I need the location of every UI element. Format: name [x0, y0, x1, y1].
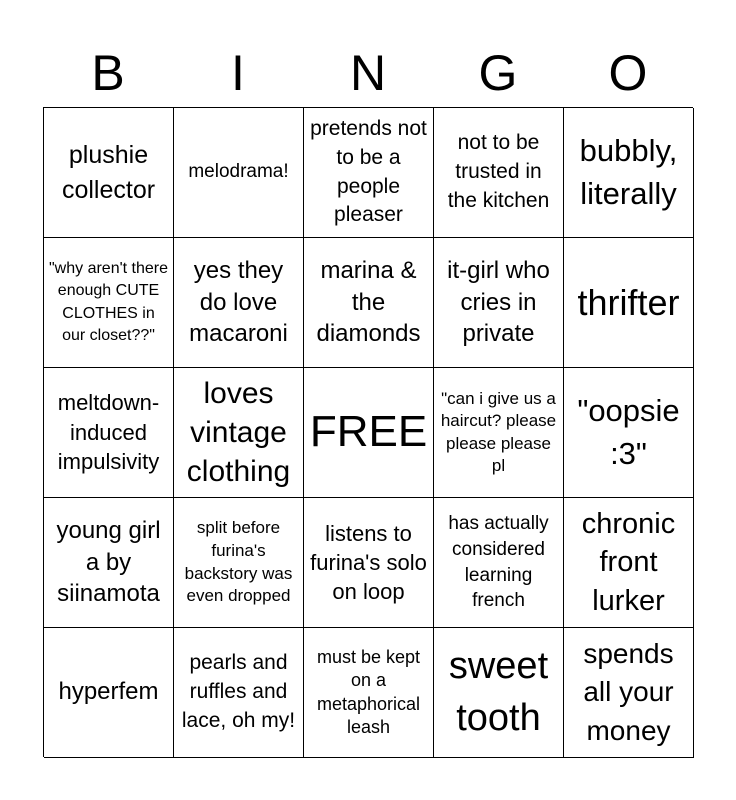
- bingo-cell[interactable]: [44, 238, 174, 368]
- bingo-cell[interactable]: [564, 368, 694, 498]
- bingo-cell[interactable]: [44, 368, 174, 498]
- bingo-cell-text: loves vintage clothing: [186, 377, 291, 488]
- header-letter-i: I: [231, 45, 245, 101]
- bingo-header: [43, 40, 693, 106]
- bingo-cell[interactable]: [564, 628, 694, 758]
- bingo-cell[interactable]: [434, 368, 564, 498]
- bingo-cell[interactable]: [44, 498, 174, 628]
- bingo-cell[interactable]: [304, 498, 434, 628]
- bingo-cell[interactable]: [174, 368, 304, 498]
- bingo-cell-text: FREE: [309, 407, 428, 457]
- bingo-cell[interactable]: [304, 108, 434, 238]
- bingo-cell-text: spends all your money: [583, 637, 674, 746]
- bingo-cell[interactable]: [44, 628, 174, 758]
- bingo-cell-text: marina & the diamonds: [316, 256, 421, 348]
- bingo-cell-text: hyperfem: [58, 678, 159, 706]
- bingo-cell-text: meltdown-induced impulsivity: [57, 389, 160, 475]
- bingo-cell-text: "why aren't there enough CUTE CLOTHES in our closet??": [49, 259, 169, 344]
- bingo-cell[interactable]: [434, 238, 564, 368]
- bingo-cell-text: sweet tooth: [448, 645, 549, 739]
- bingo-cell-text: melodrama!: [188, 161, 289, 183]
- bingo-cell[interactable]: [174, 498, 304, 628]
- bingo-cell[interactable]: [564, 238, 694, 368]
- bingo-cell[interactable]: [564, 108, 694, 238]
- bingo-cell-text: not to be trusted in the kitchen: [447, 131, 550, 212]
- bingo-cell-text: split before furina's backstory was even dropped: [184, 518, 293, 606]
- bingo-cell-text: yes they do love macaroni: [189, 256, 288, 348]
- bingo-cell[interactable]: [174, 108, 304, 238]
- bingo-cell-text: pearls and ruffles and lace, oh my!: [181, 651, 296, 732]
- header-letter-n: N: [349, 45, 387, 101]
- bingo-cell[interactable]: [304, 368, 434, 498]
- bingo-cell[interactable]: [304, 238, 434, 368]
- bingo-cell-text: young girl a by siinamota: [56, 516, 161, 608]
- header-letter-o: O: [608, 45, 648, 101]
- bingo-cell-text: pretends not to be a people pleaser: [310, 116, 427, 227]
- bingo-cell-text: plushie collector: [61, 141, 156, 204]
- bingo-cell[interactable]: [44, 108, 174, 238]
- bingo-cell-text: it-girl who cries in private: [447, 256, 550, 348]
- bingo-cell-text: bubbly, literally: [579, 132, 678, 211]
- bingo-cell-text: "can i give us a haircut? please please please pl: [440, 389, 557, 475]
- bingo-cell-text: listens to furina's solo on loop: [310, 520, 427, 605]
- bingo-cell[interactable]: [174, 628, 304, 758]
- header-letter-b: B: [91, 45, 125, 101]
- bingo-board: [43, 107, 693, 757]
- bingo-cell-text: thrifter: [577, 281, 680, 323]
- bingo-cell[interactable]: [564, 498, 694, 628]
- bingo-cell-text: has actually considered learning french: [448, 512, 549, 612]
- bingo-cell-text: chronic front lurker: [581, 507, 676, 617]
- bingo-cell[interactable]: [304, 628, 434, 758]
- bingo-cell[interactable]: [174, 238, 304, 368]
- bingo-cell[interactable]: [434, 108, 564, 238]
- bingo-cell[interactable]: [434, 498, 564, 628]
- header-letter-g: G: [478, 45, 518, 101]
- bingo-cell[interactable]: [434, 628, 564, 758]
- bingo-cell-text: must be kept on a metaphorical leash: [316, 646, 421, 737]
- bingo-cell-text: "oopsie :3": [577, 392, 680, 471]
